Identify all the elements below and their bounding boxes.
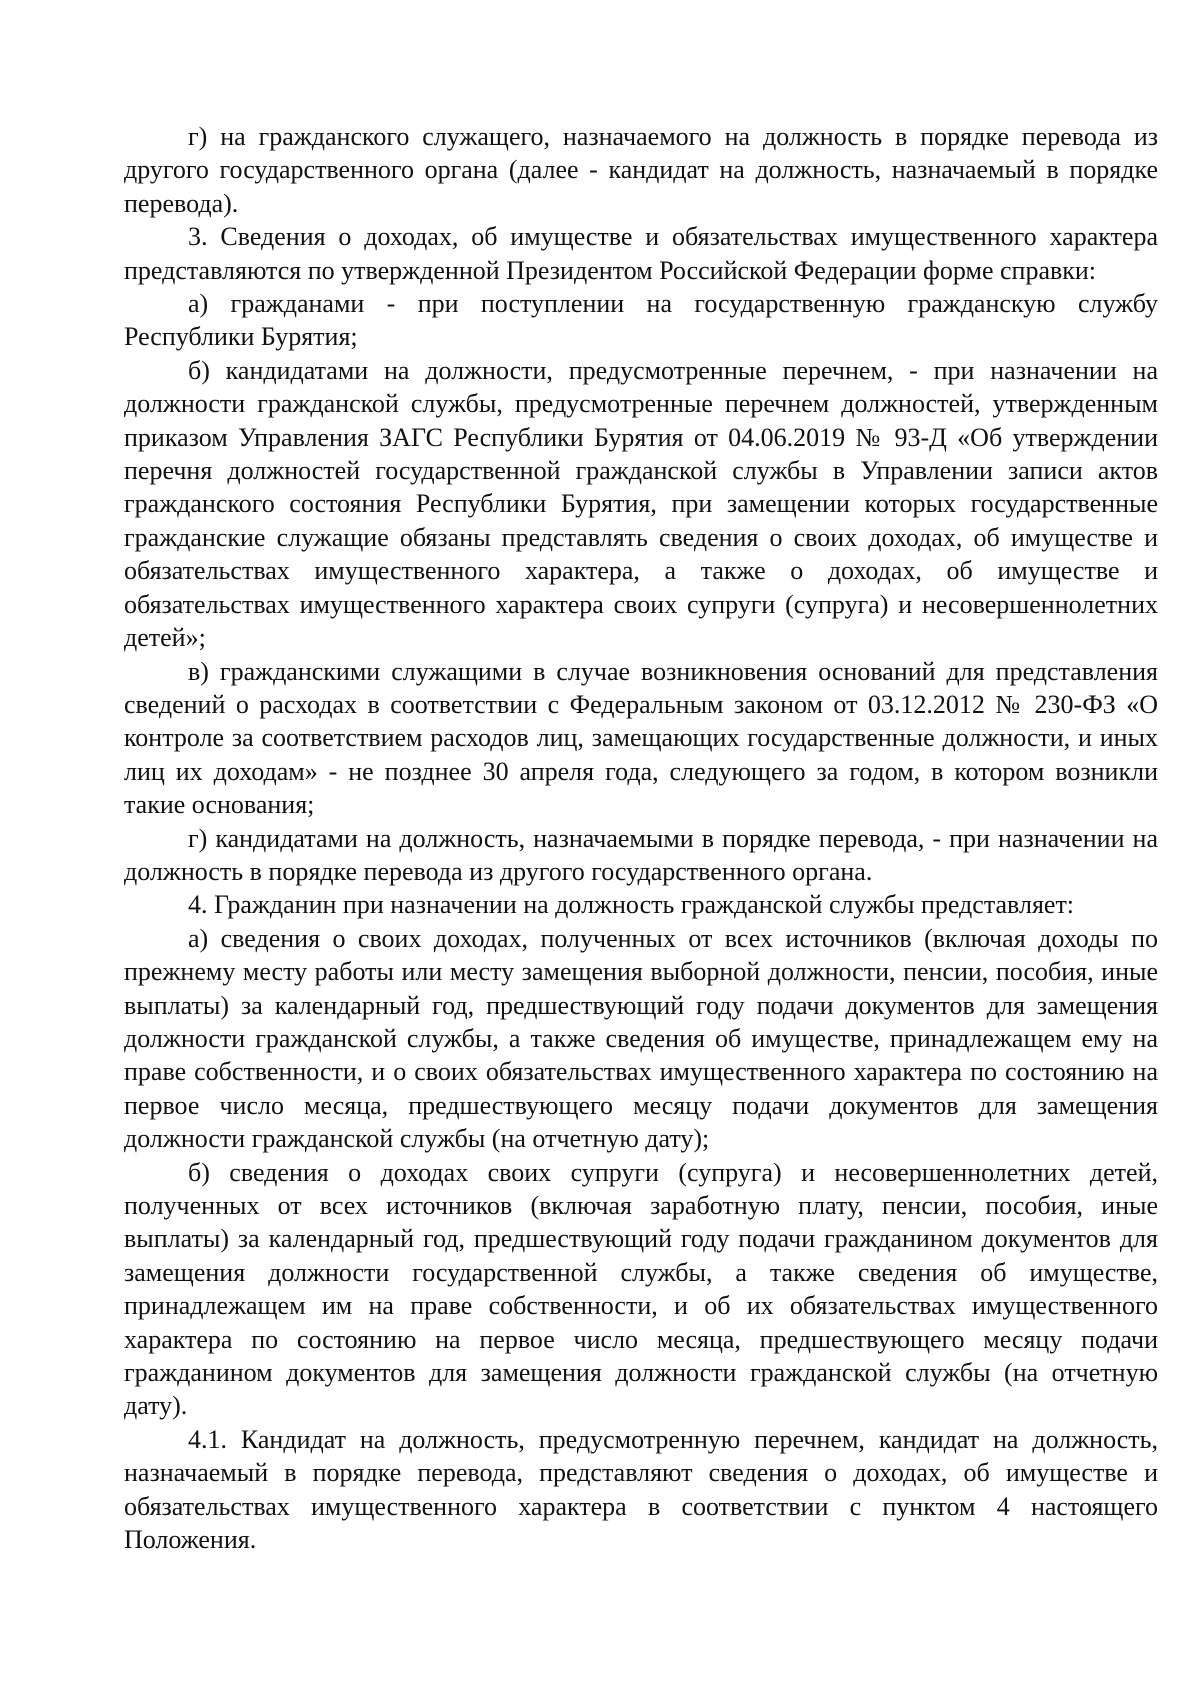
paragraph-3v-civil-servants: в) гражданскими служащими в случае возникновения оснований для представления сведений о расходах в соответствии с Федеральным законом от 03.12.2012 № 230-ФЗ «О контроле за соответствием расходов лиц, замещающих государственные должности, и иных лиц их доходам» - не позднее 30 апреля года, следующего за годом, в котором возникли такие основания; bbox=[124, 656, 1158, 820]
paragraph-4b-family-income: б) сведения о доходах своих супруги (супруга) и несовершеннолетних детей, полученных от всех источников (включая заработную плату, пенсии, пособия, иные выплаты) за календарный год, предшествующий году подачи гражданином документов для замещения должности государственной службы, а также сведения об имуществе, принадлежащем им на праве собственности, и об их обязательствах имущественного характера по состоянию на первое число месяца, предшествующего месяцу подачи гражданином документов для замещения должности гражданской службы (на отчетную дату). bbox=[124, 1157, 1158, 1421]
paragraph-4a-own-income: а) сведения о своих доходах, полученных от всех источников (включая доходы по прежнему месту работы или месту замещения выборной должности, пенсии, пособия, иные выплаты) за календарный год, предшествующий году подачи документов для замещения должности гражданской службы, а также сведения об имуществе, принадлежащем ему на праве собственности, и о своих обязательствах имущественного характера по состоянию на первое число месяца, предшествующего месяцу подачи документов для замещения должности гражданской службы (на отчетную дату); bbox=[124, 923, 1158, 1154]
paragraph-4-citizen-appointment: 4. Гражданин при назначении на должность гражданской службы представляет: bbox=[188, 890, 1075, 920]
paragraph-4-1-candidate-submission: 4.1. Кандидат на должность, предусмотренную перечнем, кандидат на должность, назначаемый в порядке перевода, представляют сведения о доходах, об имуществе и обязательствах имущественного характера в соответствии с пунктом 4 настоящего Положения. bbox=[124, 1424, 1158, 1555]
paragraph-g-transfer-definition: г) на гражданского служащего, назначаемого на должность в порядке перевода из другого государственного органа (далее - кандидат на должность, назначаемый в порядке перевода). bbox=[124, 122, 1158, 218]
paragraph-3g-transfer-candidates: г) кандидатами на должность, назначаемыми в порядке перевода, - при назначении на должность в порядке перевода из другого государственного органа. bbox=[124, 823, 1158, 886]
paragraph-3a-citizens: а) гражданами - при поступлении на государственную гражданскую службу Республики Бурятия; bbox=[124, 289, 1158, 352]
paragraph-3b-candidates: б) кандидатами на должности, предусмотренные перечнем, - при назначении на должности гражданской службы, предусмотренные перечнем должностей, утвержденным приказом Управления ЗАГС Республики Бурятия от 04.06.2019 № 93-Д «Об утверждении перечня должностей государственной гражданской службы в Управлении записи актов гражданского состояния Республики Бурятия, при замещении которых государственные гражданские служащие обязаны представлять сведения о своих доходах, об имуществе и обязательствах имущественного характера, а также о доходах, об имуществе и обязательствах имущественного характера своих супруги (супруга) и несовершеннолетних детей»; bbox=[124, 355, 1158, 653]
paragraph-3-reporting-form: 3. Сведения о доходах, об имуществе и обязательствах имущественного характера представляются по утвержденной Президентом Российской Федерации форме справки: bbox=[124, 222, 1158, 285]
document-page bbox=[124, 120, 1158, 1556]
